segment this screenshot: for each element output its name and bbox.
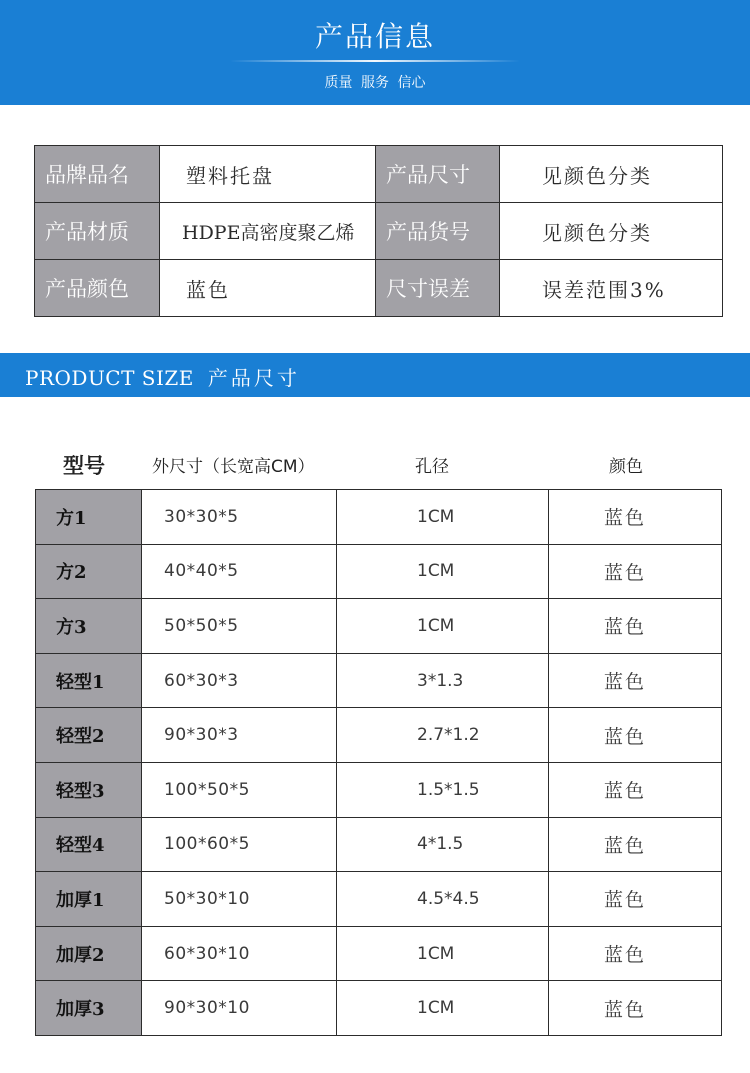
dimensions-cell: 60*30*3 [142,653,337,708]
table-row [36,544,722,599]
info-row [35,146,723,203]
dimensions-cell: 90*30*10 [142,981,337,1036]
info-label: 产品货号 [376,203,500,260]
color-cell: 蓝色 [549,872,722,927]
dimensions-cell: 90*30*3 [142,708,337,763]
table-row [36,490,722,545]
info-row [35,260,723,317]
table-row [36,926,722,981]
color-cell: 蓝色 [549,653,722,708]
model-cell: 方3 [36,599,142,654]
color-cell: 蓝色 [549,817,722,872]
page-title: 产品信息 [314,20,435,53]
size-table-body [36,490,722,1036]
header-dimensions: 外尺寸（长宽高CM） [152,457,315,477]
page-subtitle: 质量 服务 信心 [324,75,426,91]
info-value: HDPE高密度聚乙烯 [160,203,376,260]
dimensions-cell: 50*30*10 [142,872,337,927]
model-cell: 轻型4 [36,817,142,872]
model-cell: 方1 [36,490,142,545]
header-model: 型号 [63,453,105,478]
info-value: 见颜色分类 [500,203,723,260]
table-row [36,981,722,1036]
product-size-bar [0,353,750,397]
product-info-table [34,145,723,317]
color-cell: 蓝色 [549,926,722,981]
info-row [35,203,723,260]
hole-cell: 4*1.5 [337,817,549,872]
model-cell: 方2 [36,544,142,599]
info-label: 尺寸误差 [376,260,500,317]
dimensions-cell: 100*60*5 [142,817,337,872]
size-table [35,489,722,1036]
hole-cell: 2.7*1.2 [337,708,549,763]
title-divider [230,60,520,62]
model-cell: 加厚2 [36,926,142,981]
model-cell: 轻型1 [36,653,142,708]
hole-cell: 1CM [337,544,549,599]
header-hole: 孔径 [415,457,449,477]
section-heading-en: PRODUCT SIZE [25,366,194,390]
hole-cell: 3*1.3 [337,653,549,708]
section-heading [25,362,300,391]
color-cell: 蓝色 [549,981,722,1036]
table-row [36,872,722,927]
info-value: 蓝色 [160,260,376,317]
info-value: 塑料托盘 [160,146,376,203]
dimensions-cell: 40*40*5 [142,544,337,599]
info-value: 误差范围3% [500,260,723,317]
table-row [36,708,722,763]
color-cell: 蓝色 [549,544,722,599]
color-cell: 蓝色 [549,599,722,654]
color-cell: 蓝色 [549,708,722,763]
model-cell: 轻型2 [36,708,142,763]
dimensions-cell: 30*30*5 [142,490,337,545]
table-row [36,817,722,872]
model-cell: 加厚3 [36,981,142,1036]
info-label: 品牌品名 [35,146,160,203]
section-heading-cn: 产品尺寸 [207,366,300,390]
dimensions-cell: 100*50*5 [142,762,337,817]
table-row [36,653,722,708]
model-cell: 加厚1 [36,872,142,927]
color-cell: 蓝色 [549,490,722,545]
model-cell: 轻型3 [36,762,142,817]
header-banner [0,0,750,105]
hole-cell: 4.5*4.5 [337,872,549,927]
hole-cell: 1CM [337,490,549,545]
header-color: 颜色 [609,457,643,477]
hole-cell: 1CM [337,926,549,981]
info-label: 产品材质 [35,203,160,260]
hole-cell: 1CM [337,599,549,654]
color-cell: 蓝色 [549,762,722,817]
hole-cell: 1CM [337,981,549,1036]
info-label: 产品颜色 [35,260,160,317]
dimensions-cell: 50*50*5 [142,599,337,654]
hole-cell: 1.5*1.5 [337,762,549,817]
table-row [36,599,722,654]
info-label: 产品尺寸 [376,146,500,203]
table-row [36,762,722,817]
dimensions-cell: 60*30*10 [142,926,337,981]
info-value: 见颜色分类 [500,146,723,203]
